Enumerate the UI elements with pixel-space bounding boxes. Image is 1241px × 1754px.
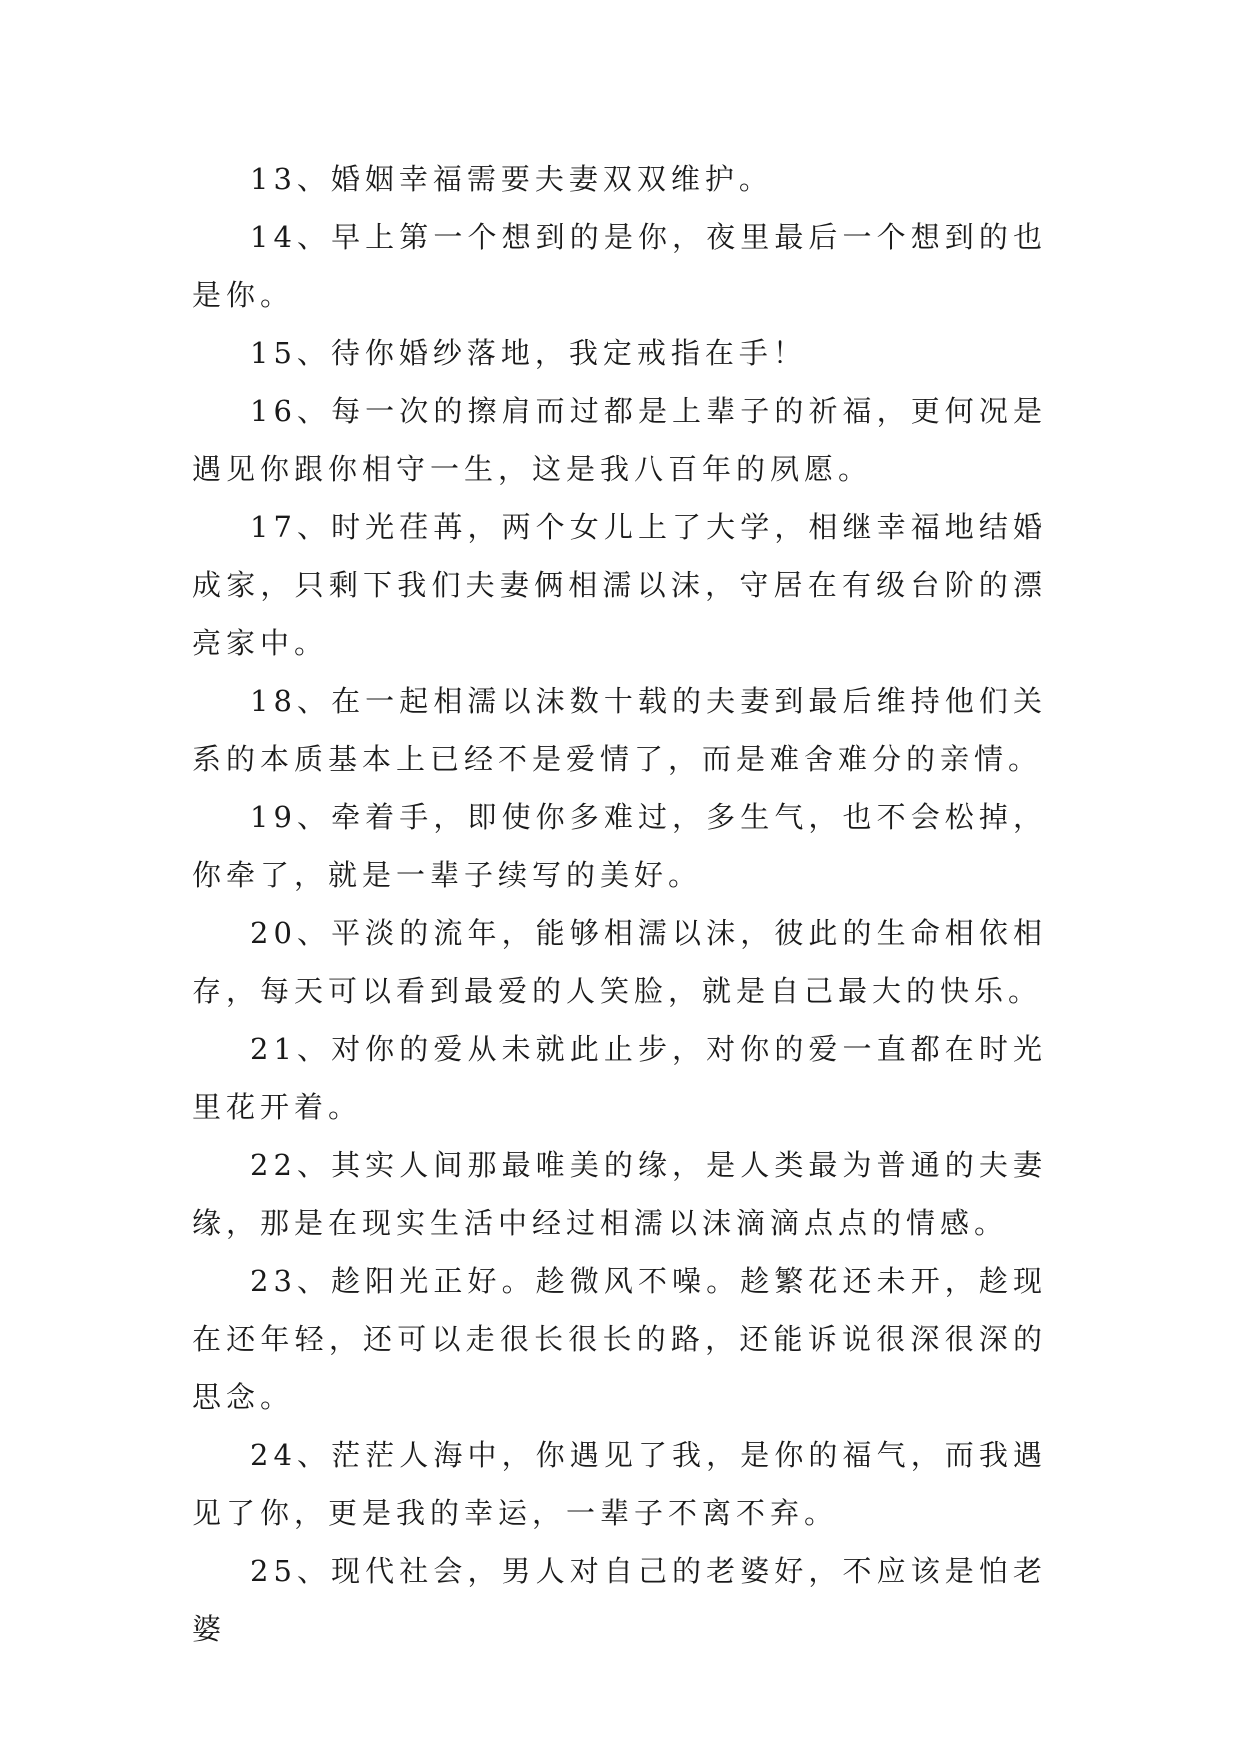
paragraph-14: 14、早上第一个想到的是你，夜里最后一个想到的也是你。 [192, 220, 1047, 312]
paragraph-23: 23、趁阳光正好。趁微风不噪。趁繁花还未开，趁现在还年轻，还可以走很长很长的路，还能诉说很深很深的思念。 [192, 1264, 1047, 1414]
paragraph-15: 15、待你婚纱落地，我定戒指在手！ [250, 336, 807, 370]
paragraph-24: 24、茫茫人海中，你遇见了我，是你的福气，而我遇见了你，更是我的幸运，一辈子不离不弃。 [192, 1438, 1047, 1530]
paragraph-13: 13、婚姻幸福需要夫妻双双维护。 [250, 162, 773, 196]
paragraph-25: 25、现代社会，男人对自己的老婆好，不应该是怕老婆 [192, 1554, 1047, 1646]
document-body [192, 150, 1047, 1658]
paragraph-16: 16、每一次的擦肩而过都是上辈子的祈福，更何况是遇见你跟你相守一生，这是我八百年的夙愿。 [192, 394, 1047, 486]
paragraph-21: 21、对你的爱从未就此止步，对你的爱一直都在时光里花开着。 [192, 1032, 1047, 1124]
paragraph-17: 17、时光荏苒，两个女儿上了大学，相继幸福地结婚成家，只剩下我们夫妻俩相濡以沫，守居在有级台阶的漂亮家中。 [192, 510, 1047, 660]
paragraph-18: 18、在一起相濡以沫数十载的夫妻到最后维持他们关系的本质基本上已经不是爱情了，而是难舍难分的亲情。 [192, 684, 1047, 776]
paragraph-20: 20、平淡的流年，能够相濡以沫，彼此的生命相依相存，每天可以看到最爱的人笑脸，就是自己最大的快乐。 [192, 916, 1047, 1008]
paragraph-22: 22、其实人间那最唯美的缘，是人类最为普通的夫妻缘，那是在现实生活中经过相濡以沫滴滴点点的情感。 [192, 1148, 1047, 1240]
paragraph-19: 19、牵着手，即使你多难过，多生气，也不会松掉，你牵了，就是一辈子续写的美好。 [192, 800, 1047, 892]
